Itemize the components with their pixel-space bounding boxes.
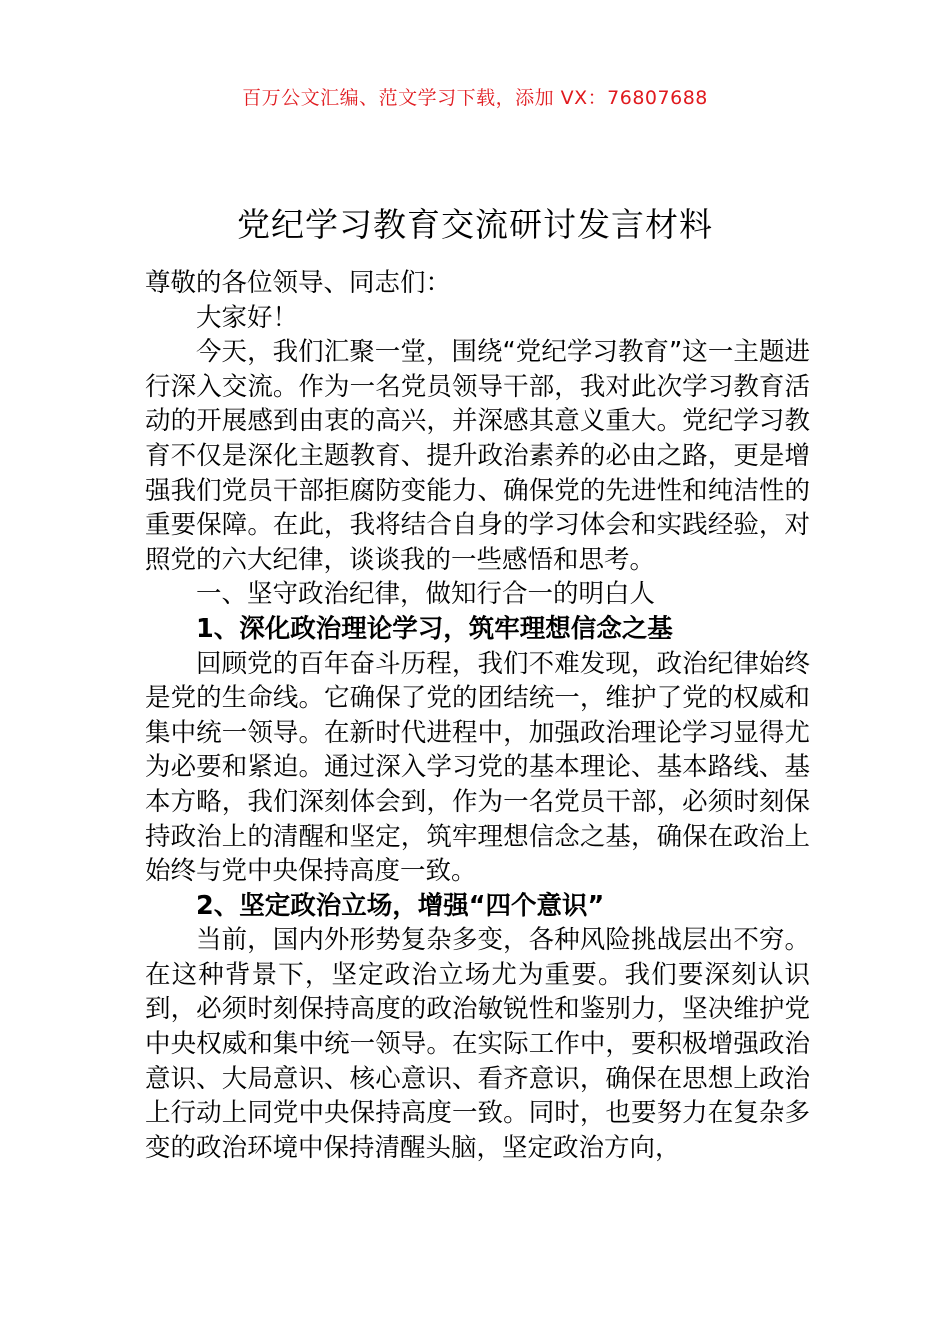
salutation: 尊敬的各位领导、同志们： [145, 268, 452, 298]
subsection-2-heading: 2、坚定政治立场，增强“四个意识” [196, 890, 605, 921]
greeting: 大家好！ [196, 302, 299, 333]
watermark-header: 百万公文汇编、范文学习下载，添加 VX：76807688 [242, 87, 708, 109]
document-title: 党纪学习教育交流研讨发言材料 [237, 205, 713, 245]
section-1-heading: 一、坚守政治纪律，做知行合一的明白人 [196, 579, 656, 610]
subsection-1-paragraph: 回顾党的百年奋斗历程，我们不难发现，政治纪律始终是党的生命线。它确保了党的团结统一，维护了党的权威和集中统一领导。在新时代进程中，加强政治理论学习显得尤为必要和紧迫。通过深入学习党的基本理论、基本路线、基本方略，我们深刻体会到，作为一名党员干部，必须时刻保持政治上的清醒和坚定，筑牢理想信念之基，确保在政治上始终与党中央保持高度一致。 [145, 648, 810, 887]
intro-paragraph: 今天，我们汇聚一堂，围绕“党纪学习教育”这一主题进行深入交流。作为一名党员领导干部，我对此次学习教育活动的开展感到由衷的高兴，并深感其意义重大。党纪学习教育不仅是深化主题教育、提升政治素养的必由之路，更是增强我们党员干部拒腐防变能力、确保党的先进性和纯洁性的重要保障。在此，我将结合自身的学习体会和实践经验，对照党的六大纪律，谈谈我的一些感悟和思考。 [145, 337, 810, 575]
document-body [145, 266, 810, 1165]
subsection-1-heading: 1、深化政治理论学习，筑牢理想信念之基 [196, 613, 673, 644]
subsection-2-paragraph: 当前，国内外形势复杂多变，各种风险挑战层出不穷。在这种背景下，坚定政治立场尤为重要。我们要深刻认识到，必须时刻保持高度的政治敏锐性和鉴别力，坚决维护党中央权威和集中统一领导。在实际工作中，要积极增强政治意识、大局意识、核心意识、看齐意识，确保在思想上政治上行动上同党中央保持高度一致。同时，也要努力在复杂多变的政治环境中保持清醒头脑，坚定政治方向， [145, 925, 810, 1163]
